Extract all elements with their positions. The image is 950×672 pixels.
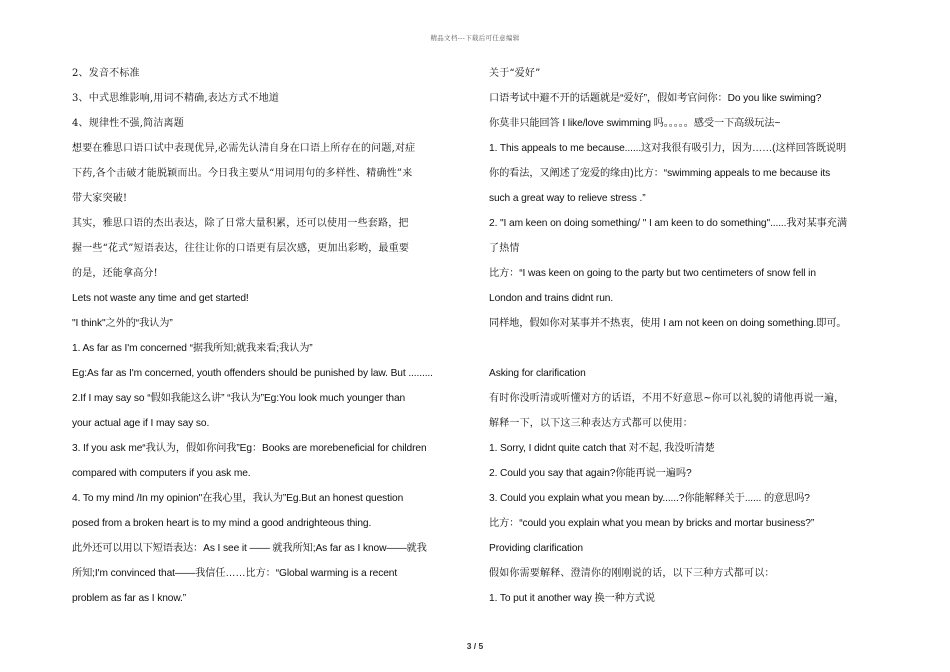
text-line: posed from a broken heart is to my mind a good andrighteous thing. (72, 518, 372, 529)
text-line: 了热情 (489, 243, 520, 254)
text-line: Lets not waste any time and get started! (72, 293, 249, 304)
text-line: 握一些“花式”短语表达，往往让你的口语更有层次感，更加出彩哟，最重要 (72, 243, 410, 254)
text-line: your actual age if I may say so. (72, 418, 210, 429)
text-line: 关于“爱好” (489, 68, 541, 79)
text-line: 其实，雅思口语的杰出表达，除了日常大量积累，还可以使用一些套路，把 (72, 218, 409, 229)
text-line: 你的看法，又阐述了宠爱的缘由)比方：“swimming appeals to me because its (489, 168, 831, 179)
page-header: 精品文档---下载后可任意编辑 (430, 34, 520, 42)
text-line: 4、规律性不强,简洁离题 (72, 118, 184, 129)
text-line: 2.If I may say so “假如我能这么讲” “我认为”Eg:You look much younger than (72, 393, 406, 404)
text-line: 此外还可以用以下短语表达：As I see it —— 就我所知;As far as I know——就我 (72, 543, 427, 554)
page-number: 3 / 5 (466, 641, 484, 651)
text-line: 2. "I am keen on doing something/ " I am keen to do something"......我对某事充满 (489, 218, 847, 229)
text-line: 2、发音不标准 (72, 68, 140, 79)
text-line: 1. As far as I'm concerned “据我所知;就我来看;我认为” (72, 343, 313, 354)
blank-line (489, 341, 889, 366)
text-line: 解释一下，以下这三种表达方式都可以使用： (489, 418, 693, 429)
right-column (489, 66, 889, 616)
text-line: 1. Sorry, I didnt quite catch that 对不起, 我没听清楚 (489, 443, 715, 454)
text-line: 带大家突破! (72, 193, 128, 204)
text-line: 口语考试中避不开的话题就是“爱好”，假如考官问你：Do you like swiming? (489, 93, 822, 104)
text-line: 3. If you ask me“我认为，假如你问我”Eg：Books are morebeneficial for children (72, 443, 427, 454)
text-line: "I think"之外的“我认为” (72, 318, 173, 329)
text-line: problem as far as I know.” (72, 593, 187, 604)
section-heading: Providing clarification (489, 543, 583, 554)
text-line: such a great way to relieve stress .” (489, 193, 646, 204)
text-line: 4. To my mind /In my opinion"在我心里，我认为”Eg.But an honest question (72, 493, 404, 504)
text-line: 假如你需要解释、澄清你的刚刚说的话，以下三种方式都可以： (489, 568, 775, 579)
text-line: 的是，还能拿高分! (72, 268, 158, 279)
text-line: 3、中式思维影响,用词不精确,表达方式不地道 (72, 93, 280, 104)
text-line: 想要在雅思口语口试中表现优异,必需先认清自身在口语上所存在的问题,对症 (72, 143, 416, 154)
text-line: 下药,各个击破才能脱颖而出。今日我主要从“用词用句的多样性、精确性”来 (72, 168, 413, 179)
text-line: 所知;I'm convinced that——我信任……比方：“Global warming is a recent (72, 568, 398, 579)
text-line: London and trains didnt run. (489, 293, 614, 304)
text-line: 2. Could you say that again?你能再说一遍吗? (489, 468, 692, 479)
text-line: 1. This appeals to me because......这对我很有吸引力，因为……(这样回答既说明 (489, 143, 847, 154)
text-line: 比方：“I was keen on going to the party but two centimeters of snow fell in (489, 268, 816, 279)
text-line: 有时你没听清或听懂对方的话语，不用不好意思~你可以礼貌的请他再说一遍， (489, 393, 845, 404)
text-line: Eg:As far as I'm concerned, youth offenders should be punished by law. But ......... (72, 368, 433, 379)
section-heading: Asking for clarification (489, 368, 586, 379)
text-line: 3. Could you explain what you mean by......?你能解释关于...... 的意思吗? (489, 493, 810, 504)
text-line: 1. To put it another way 换一种方式说 (489, 593, 656, 604)
left-column (72, 66, 472, 616)
text-line: compared with computers if you ask me. (72, 468, 251, 479)
text-line: 同样地，假如你对某事并不热衷，使用 I am not keen on doing something.即可。 (489, 318, 847, 329)
text-line: 比方：“could you explain what you mean by bricks and mortar business?” (489, 518, 815, 529)
text-line: 你莫非只能回答 I like/love swimming 吗。。。。。感受一下高级玩法~ (489, 118, 781, 129)
